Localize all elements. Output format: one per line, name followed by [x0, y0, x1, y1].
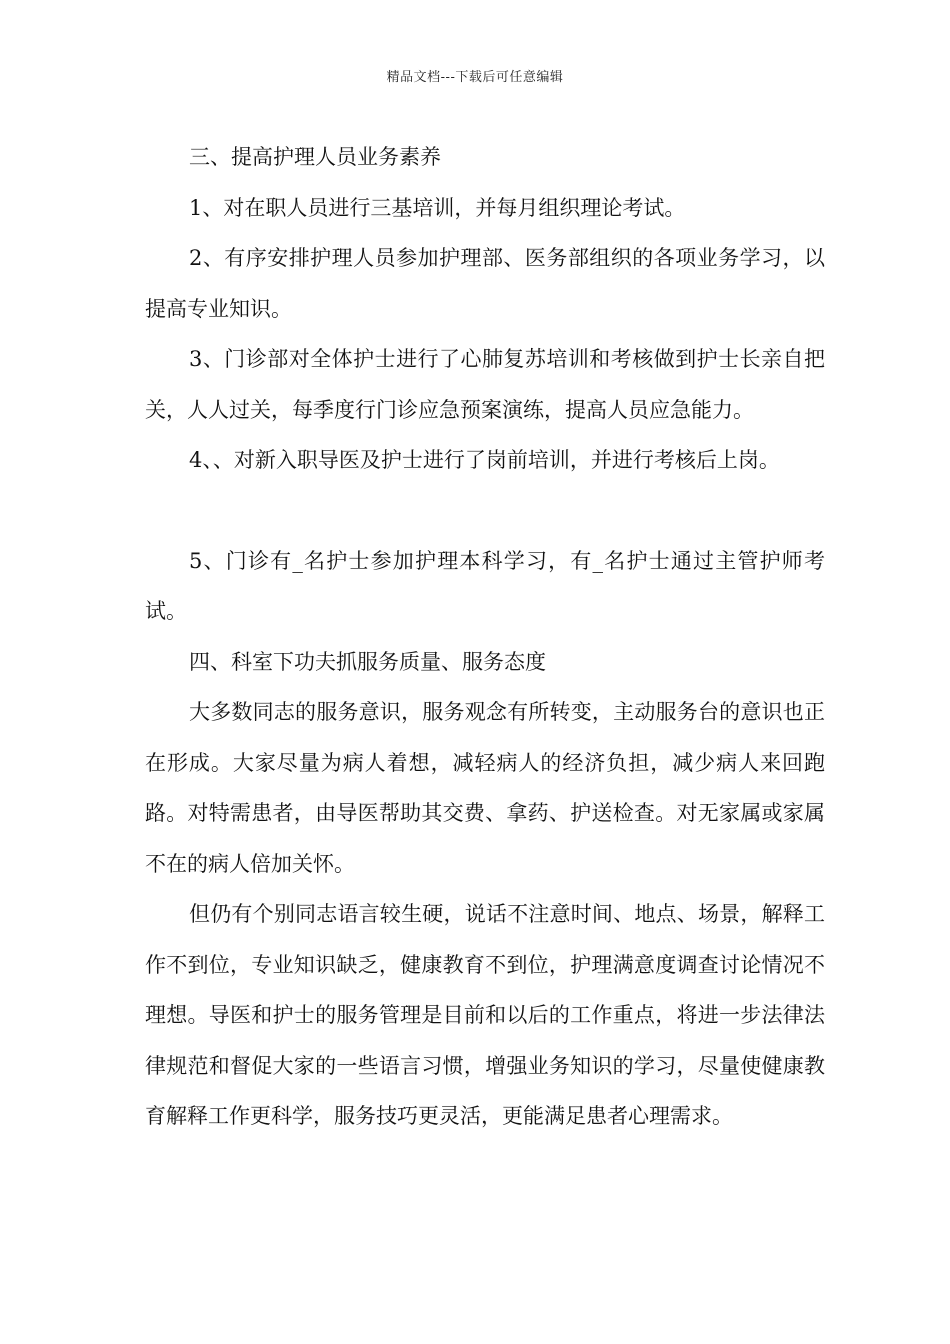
section-heading: 三、提高护理人员业务素养: [189, 145, 441, 169]
paragraph: 4、、对新入职导医及护士进行了岗前培训，并进行考核后上岗。: [189, 448, 780, 472]
paragraph: 但仍有个别同志语言较生硬，说话不注意时间、地点、场景，解释工作不到位，专业知识缺乏，健康教育不到位，护理满意度调查讨论情况不理想。导医和护士的服务管理是目前和以后的工作重点，将进一步法律法律规范和督促大家的一些语言习惯，增强业务知识的学习，尽量使健康教育解释工作更科学，服务技巧更灵活，更能满足患者心理需求。: [145, 902, 825, 1128]
paragraph: 2、有序安排护理人员参加护理部、医务部组织的各项业务学习，以提高专业知识。: [145, 246, 825, 321]
document-body: [145, 132, 825, 1142]
paragraph: 大多数同志的服务意识，服务观念有所转变，主动服务台的意识也正在形成。大家尽量为病人着想，减轻病人的经济负担，减少病人来回跑路。对特需患者，由导医帮助其交费、拿药、护送检查。对无家属或家属不在的病人倍加关怀。: [145, 700, 825, 876]
paragraph: 3、门诊部对全体护士进行了心肺复苏培训和考核做到护士长亲自把关，人人过关，每季度行门诊应急预案演练，提高人员应急能力。: [145, 347, 825, 422]
section-heading: 四、科室下功夫抓服务质量、服务态度: [189, 649, 546, 674]
paragraph: 1、对在职人员进行三基培训，并每月组织理论考试。: [189, 195, 686, 220]
page-header: 精品文档---下载后可任意编辑: [386, 70, 564, 85]
paragraph: 5、门诊有_名护士参加护理本科学习，有_名护士通过主管护师考试。: [145, 548, 825, 623]
